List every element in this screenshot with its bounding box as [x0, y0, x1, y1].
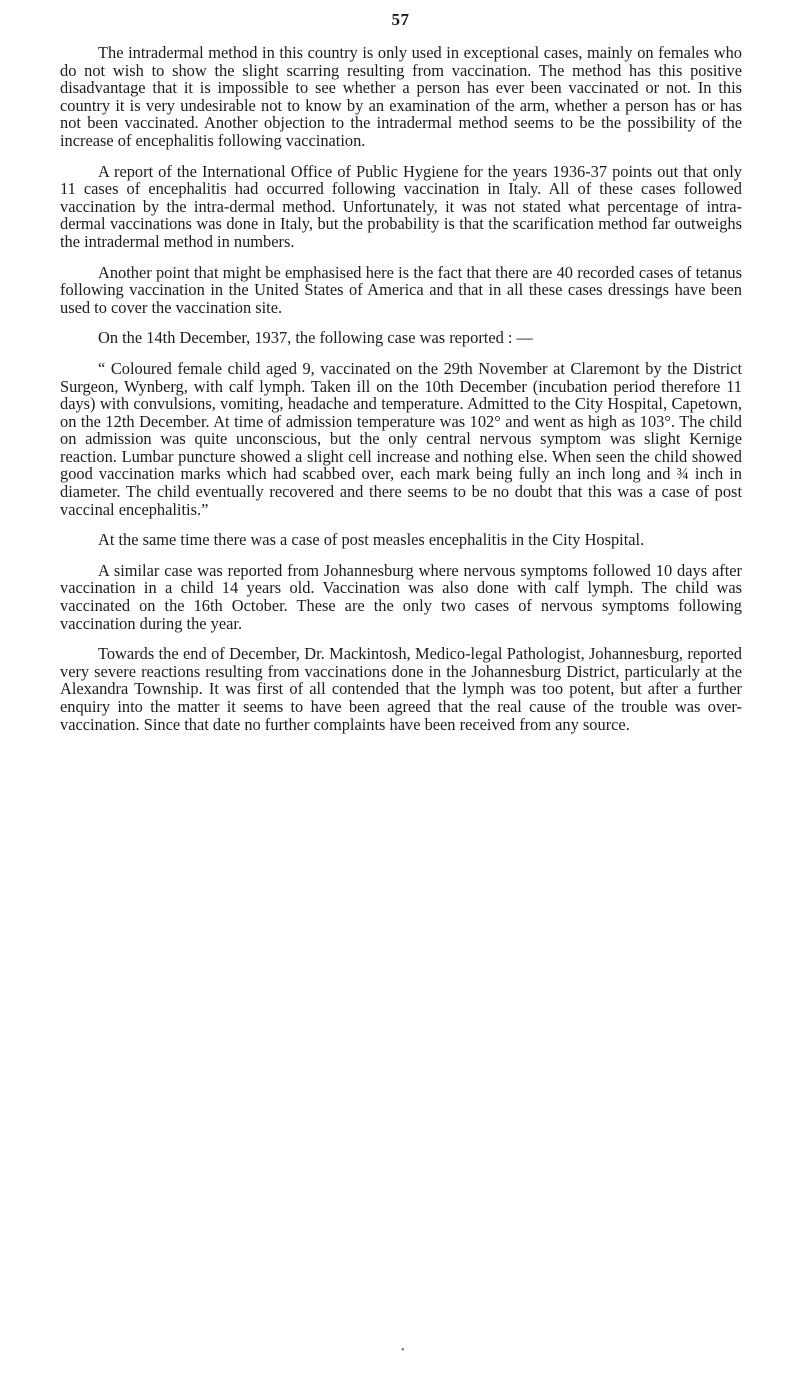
paragraph-over-vaccination: Towards the end of December, Dr. Mackintosh, Medico-legal Pathologist, Johannesburg, reported very severe reactions resulting from vaccinations done in the Johannesburg District, particularly at the Alexandra Township. It was first of all contended that the lymph was too potent, but after a further enquiry into the matter it seems to have been agreed that the real cause of the trouble was over-vaccination. Since that date no further complaints have been received from any source.: [60, 644, 742, 734]
paragraph-case-reported: On the 14th December, 1937, the following case was reported : —: [98, 328, 533, 348]
paragraph-johannesburg-case: A similar case was reported from Johannesburg where nervous symptoms followed 10 days after vaccination in a child 14 years old. Vaccination was also done with calf lymph. The child was vaccinated on the 16th October. These are the only two cases of nervous symptoms following vaccination during the year.: [60, 560, 742, 633]
paragraph-hygiene-report: A report of the International Office of Public Hygiene for the years 1936-37 points out that only 11 cases of encephalitis had occurred following vaccination in Italy. All of these cases followed vaccination by the intra-dermal method. Unfortunately, it was not stated what percentage of intra-dermal vaccinations was done in Italy, but the probability is that the scarification method far outweighs the intradermal method in numbers.: [60, 161, 742, 251]
paragraph-measles-case: At the same time there was a case of post measles encephalitis in the City Hospital.: [98, 530, 645, 550]
paragraph-case-quote: “ Coloured female child aged 9, vaccinated on the 29th November at Claremont by the District Surgeon, Wynberg, with calf lymph. Taken ill on the 10th December (incubation period therefore 11 days) with convulsions, vomiting, headache and temperature. Admitted to the City Hospital, Capetown, on the 12th December. At time of admission temperature was 102° and went as high as 103°. The child on admission was quite unconscious, but the only central nervous symptom was slight Kernige reaction. Lumbar puncture showed a slight cell increase and nothing else. When seen the child showed good vaccination marks which had scabbed over, each mark being fully an inch long and ¾ inch in diameter. The child eventually recovered and there seems to be no doubt that this was a case of post vaccinal encephalitis.”: [60, 358, 742, 519]
paragraph-intradermal-method: The intradermal method in this country is only used in exceptional cases, mainly on females who do not wish to show the slight scarring resulting from vaccination. The method has this positive disadvantage that it is impossible to see whether a person has ever been vaccinated or not. In this country it is very undesirable not to know by an examination of the arm, whether a person has or has not been vaccinated. Another objection to the intradermal method seems to be the possibility of the increase of encephalitis following vaccination.: [60, 43, 742, 150]
paragraph-tetanus-cases: Another point that might be emphasised here is the fact that there are 40 recorded cases of tetanus following vaccination in the United States of America and that in all these cases dressings have been used to cover the vaccination site.: [60, 262, 742, 317]
scan-speck: •: [401, 1345, 405, 1356]
page-number: 57: [391, 10, 410, 29]
body-text: [60, 44, 742, 746]
